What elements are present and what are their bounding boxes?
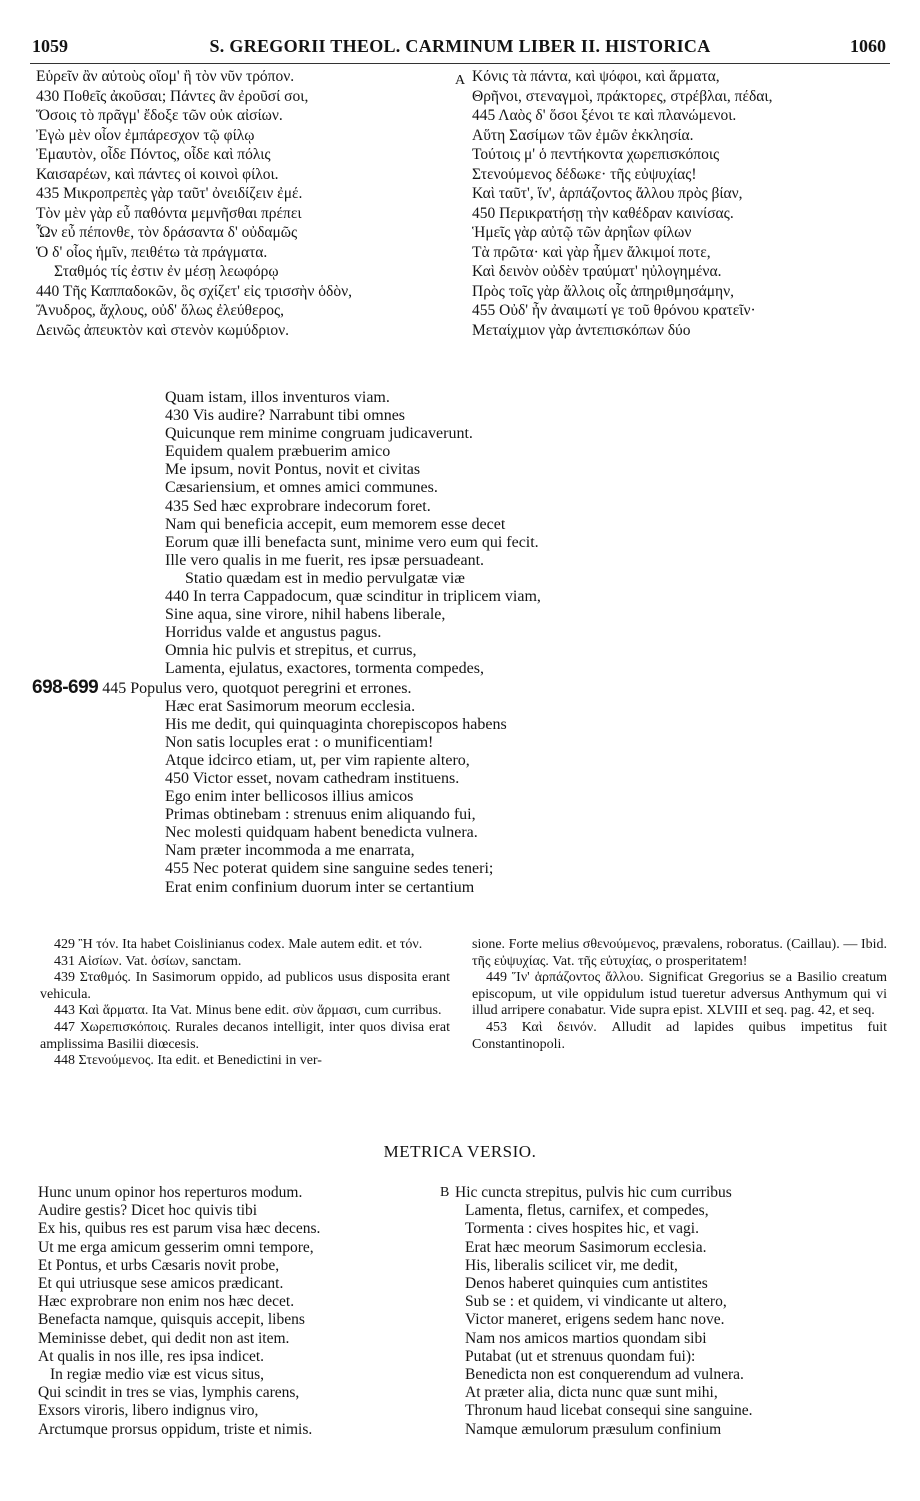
verse-line: Victor maneret, erigens sedem hanc nove. xyxy=(465,1311,725,1329)
verse-line: Σταθμός τίς ἐστιν ἐν μέσῃ λεωφόρῳ xyxy=(54,263,279,280)
verse-line: Lamenta, fletus, carnifex, et compedes, xyxy=(465,1202,709,1220)
footnote: 448 Στενούμενος. Ita edit. et Benedictini in ver- xyxy=(54,1053,322,1069)
verse-line: 445 Λαὸς δ' ὅσοι ξένοι τε καὶ πλανώμενοι. xyxy=(472,107,737,124)
verse-line: Ἐμαυτὸν, οἶδε Πόντος, οἶδε καὶ πόλις xyxy=(36,146,271,163)
greek-text-right-column xyxy=(455,67,892,340)
verse-line: Hic cuncta strepitus, pulvis hic cum curribus xyxy=(455,1184,732,1201)
verse-line: Cæsariensium, et omnes amici communes. xyxy=(165,479,438,497)
footnote: 449 Ἵν' ἁρπάζοντος ἄλλου. Significat Gregorius se a Basilio creatum episcopum, ut vile oppidulum istud tueretur adversus Anthymum qui vi illud arripere conabatur. Vide supra epist. XLVIII et seq. pag. 42, et seq. xyxy=(472,970,887,1019)
verse-line: Καισαρέων, καὶ πάντες οἱ κοινοὶ φίλοι. xyxy=(36,165,279,183)
footnote: 453 Καὶ δεινόν. Alludit ad lapides quibus impetitus fuit Constantinopoli. xyxy=(472,1019,887,1052)
verse-line: Et qui utriusque sese amicos prædicant. xyxy=(38,1275,284,1293)
footnotes-left-column xyxy=(40,937,450,1070)
verse-line: Et Pontus, et urbs Cæsaris novit probe, xyxy=(38,1256,280,1274)
verse-line: Arctumque prorsus oppidum, triste et nimis. xyxy=(38,1420,313,1438)
verse-line: Omnia hic pulvis et strepitus, et currus, xyxy=(165,642,417,660)
verse-line: Hæc erat Sasimorum meorum ecclesia. xyxy=(165,697,416,715)
verse-line: His me dedit, qui quinquaginta chorepiscopos habens xyxy=(165,715,507,733)
header-rule xyxy=(30,63,890,64)
verse-line: Nam qui beneficia accepit, eum memorem esse decet xyxy=(165,515,506,533)
running-title: S. GREGORII THEOL. CARMINUM LIBER II. HISTORICA xyxy=(209,36,711,56)
verse-line: In regiæ medio viæ est vicus situs, xyxy=(50,1366,264,1384)
verse-line: Καὶ ταῦτ', ἵν', ἁρπάζοντος ἄλλου πρὸς βίαν, xyxy=(472,185,743,202)
verse-line: Nec molesti quidquam habent benedicta vulnera. xyxy=(165,824,478,842)
verse-line-with-column-number xyxy=(32,676,725,698)
verse-line: Nam præter incommoda a me enarrata, xyxy=(165,842,415,860)
column-marker-a: A xyxy=(455,73,466,88)
verse-line: 435 Sed hæc exprobrare indecorum foret. xyxy=(165,497,431,515)
metrica-left-column xyxy=(38,1184,320,1439)
verse-line: Benedicta non est conquerendum ad vulnera. xyxy=(465,1366,744,1384)
verse-line: Audire gestis? Dicet hoc quivis tibi xyxy=(38,1202,258,1220)
column-number: 698-699 xyxy=(32,676,99,698)
verse-text: 445 Populus vero, quotquot peregrini et errones. xyxy=(102,679,412,697)
verse-line: Κόνις τὰ πάντα, καὶ ψόφοι, καὶ ἅρματα, xyxy=(472,68,720,85)
verse-line: Qui scindit in tres se vias, lymphis carens, xyxy=(38,1384,300,1402)
verse-line: Ἐγὼ μὲν οἷον ἐμπάρεσχον τῷ φίλῳ xyxy=(36,126,255,144)
verse-line: Erat enim confinium duorum inter se certantium xyxy=(165,878,475,896)
verse-line: 440 Τῆς Καππαδοκῶν, ὃς σχίζετ' εἰς τρισσὴν ὁδὸν, xyxy=(36,282,352,300)
verse-line: Ex his, quibus res est parum visa hæc decens. xyxy=(38,1220,321,1238)
verse-line: At præter alia, dicta nunc quæ sunt mihi, xyxy=(465,1384,718,1402)
verse-line: Hæc exprobrare non enim nos hæc decet. xyxy=(38,1293,295,1311)
verse-line: Θρῆνοι, στεναγμοὶ, πράκτορες, στρέβλαι, πέδαι, xyxy=(472,87,773,105)
verse-line: Lamenta, ejulatus, exactores, tormenta compedes, xyxy=(165,660,484,678)
verse-line: Non satis locuples erat : o munificentiam! xyxy=(165,733,434,751)
verse-line: Thronum haud licebat consequi sine sanguine. xyxy=(465,1402,753,1420)
verse-line: Equidem qualem præbuerim amico xyxy=(165,443,391,461)
verse-line: 430 Ποθεῖς ἀκοῦσαι; Πάντες ἂν ἐροῦσί σοι, xyxy=(36,87,309,105)
verse-line: Tormenta : cives hospites hic, et vagi. xyxy=(465,1220,699,1238)
verse-line: Δεινῶς ἀπευκτὸν καὶ στενὸν κωμύδριον. xyxy=(36,321,289,339)
footnote: 431 Αἰσίων. Vat. ὁσίων, sanctam. xyxy=(54,953,242,969)
verse-line: Τὸν μὲν γὰρ εὖ παθόντα μεμνῆσθαι πρέπει xyxy=(36,204,302,222)
verse-line: Τούτοις μ' ὁ πεντήκοντα χωρεπισκόποις xyxy=(472,146,720,163)
verse-line: Sine aqua, sine virore, nihil habens liberale, xyxy=(165,606,446,624)
running-header xyxy=(30,36,890,62)
verse-line: Καὶ δεινὸν οὐδὲν τραύματ' ηὐλογημένα. xyxy=(472,263,722,280)
metrica-right-column xyxy=(440,1184,753,1439)
verse-line: 450 Victor esset, novam cathedram instituens. xyxy=(165,769,460,787)
verse-line: 450 Περικρατήσῃ τὴν καθέδραν καινίσας. xyxy=(472,204,734,222)
verse-line: 440 In terra Cappadocum, quæ scinditur in triplicem viam, xyxy=(165,588,541,606)
greek-text-left-column xyxy=(36,67,456,340)
verse-line: Erat hæc meorum Sasimorum ecclesia. xyxy=(465,1238,707,1256)
verse-line: Namque æmulorum præsulum confinium xyxy=(465,1420,722,1438)
footnotes-right-column xyxy=(472,937,887,1053)
verse-line: Αὕτη Σασίμων τῶν ἐμῶν ἐκκλησία. xyxy=(472,126,694,144)
verse-line: Ἡμεῖς γὰρ αὐτῷ τῶν ἀρηΐων φίλων xyxy=(472,224,692,241)
verse-line: Atque idcirco etiam, ut, per vim rapiente altero, xyxy=(165,751,470,769)
verse-line: Sub se : et quidem, vi vindicante ut altero, xyxy=(465,1293,727,1311)
verse-line: 435 Μικροπρεπὲς γὰρ ταῦτ' ὀνειδίζειν ἐμέ. xyxy=(36,185,303,202)
section-title: METRICA VERSIO. xyxy=(383,1142,537,1161)
verse-line: Ἄνυδρος, ἄχλους, οὐδ' ὅλως ἐλεύθερος, xyxy=(36,302,284,319)
verse-line: Exsors viroris, libero indignus viro, xyxy=(38,1402,259,1420)
footnote: sione. Forte melius σθενούμενος, prævalens, roboratus. (Caillau). — Ibid. τῆς εὐψυχίας. Vat. τῆς εὐτυχίας, o prosperitatem! xyxy=(472,937,887,969)
verse-line: Benefacta namque, quisquis accepit, libens xyxy=(38,1311,305,1329)
verse-line: Quam istam, illos inventuros viam. xyxy=(165,389,390,406)
verse-line: Ὅσοις τὸ πρᾶγμ' ἔδοξε τῶν οὐκ αἰσίων. xyxy=(36,107,283,124)
verse-line: Me ipsum, novit Pontus, novit et civitas xyxy=(165,461,421,479)
latin-translation xyxy=(32,389,725,897)
verse-line: Hunc unum opinor hos reperturos modum. xyxy=(38,1184,303,1201)
verse-line: Ὧν εὖ πέπονθε, τὸν δράσαντα δ' οὐδαμῶς xyxy=(36,224,298,241)
verse-line: Στενούμενος δέδωκε· τῆς εὐψυχίας! xyxy=(472,165,697,183)
footnote: 447 Χωρεπισκόποις. Rurales decanos intelligit, inter quos divisa erat amplissima Basilii diœcesis. xyxy=(40,1019,450,1052)
verse-line: Statio quædam est in medio pervulgatæ viæ xyxy=(185,569,465,587)
verse-line: Primas obtinebam : strenuus enim aliquando fui, xyxy=(165,806,476,824)
verse-line: At qualis in nos ille, res ipsa indicet. xyxy=(38,1347,265,1365)
verse-line: Ille vero qualis in me fuerit, res ipsæ persuadeant. xyxy=(165,551,485,569)
verse-line: Ut me erga amicum gesserim omni tempore, xyxy=(38,1238,314,1256)
verse-line: Eorum quæ illi benefacta sunt, minime vero eum qui fecit. xyxy=(165,533,539,551)
page-number-left: 1059 xyxy=(32,36,68,56)
verse-line: Nam nos amicos martios quondam sibi xyxy=(465,1329,707,1347)
verse-line: Putabat (ut et strenuus quondam fui): xyxy=(465,1347,696,1365)
verse-line: Denos haberet quinquies cum antistites xyxy=(465,1275,708,1293)
verse-line: Ego enim inter bellicosos illius amicos xyxy=(165,788,414,806)
verse-line: Horridus valde et angustus pagus. xyxy=(165,624,382,642)
verse-line: Μεταίχμιον γὰρ ἀντεπισκόπων δύο xyxy=(472,321,691,339)
verse-line: Meminisse debet, qui dedit non ast item. xyxy=(38,1329,290,1347)
footnote: 429 Ἢ τόν. Ita habet Coislinianus codex. Male autem edit. et τόν. xyxy=(54,937,423,952)
verse-line: 430 Vis audire? Narrabunt tibi omnes xyxy=(165,407,406,425)
verse-line: His, liberalis scilicet vir, me dedit, xyxy=(465,1256,678,1274)
verse-line: Πρὸς τοῖς γὰρ ἄλλοις οἷς ἀπηριθμησάμην, xyxy=(472,282,735,300)
verse-line: Τὰ πρῶτα· καὶ γὰρ ἦμεν ἄλκιμοί ποτε, xyxy=(472,243,711,261)
verse-line: 455 Nec poterat quidem sine sanguine sedes teneri; xyxy=(165,860,494,878)
verse-line: Εὑρεῖν ἂν αὐτοὺς οἴομ' ἢ τὸν νῦν τρόπον. xyxy=(36,68,295,85)
verse-line: Quicunque rem minime congruam judicaverunt. xyxy=(165,425,473,443)
page-number-right: 1060 xyxy=(850,36,886,56)
footnote: 439 Σταθμός. In Sasimorum oppido, ad publicos usus disposita erant vehicula. xyxy=(40,970,450,1002)
footnote: 443 Καὶ ἅρματα. Ita Vat. Minus bene edit. σὺν ἅρμασι, cum curribus. xyxy=(54,1003,442,1019)
verse-line: 455 Οὐδ' ἦν ἀναιμωτί γε τοῦ θρόνου κρατεῖν· xyxy=(472,302,756,319)
column-marker-b: B xyxy=(440,1185,450,1200)
verse-line: Ὁ δ' οἷος ἡμῖν, πειθέτω τὰ πράγματα. xyxy=(36,243,268,261)
